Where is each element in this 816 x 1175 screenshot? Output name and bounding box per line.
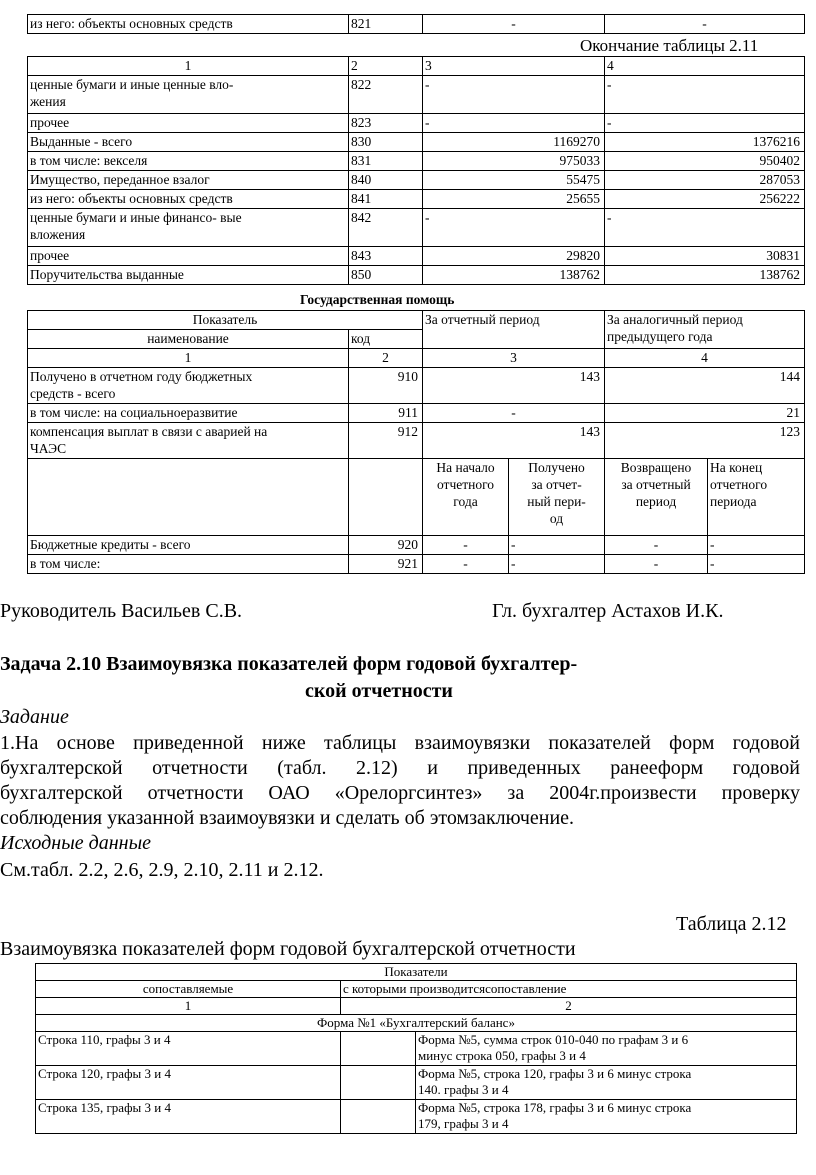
subheader-returned: Возвращено за отчетный период xyxy=(605,459,708,536)
table-row xyxy=(28,368,805,404)
table-header-row xyxy=(36,981,797,998)
row-value: 287053 xyxy=(605,171,805,190)
assignment-line: 1.На основе приведенной ниже таблицы взаимоувязки показателей форм годовой xyxy=(0,732,800,754)
row-code: 840 xyxy=(349,171,423,190)
row-code: 910 xyxy=(349,368,423,404)
header-cell: 2 xyxy=(349,57,423,76)
row-value: 950402 xyxy=(605,152,805,171)
table-row xyxy=(28,114,805,133)
row-code: 841 xyxy=(349,190,423,209)
row-code: 911 xyxy=(349,404,423,423)
table-row xyxy=(28,423,805,459)
row-label: Получено в отчетном году бюджетных средств - всего xyxy=(28,368,349,404)
source-label: Исходные данные xyxy=(0,832,152,854)
table-row xyxy=(28,15,805,34)
row-value: 21 xyxy=(605,404,805,423)
header-name: наименование xyxy=(28,330,349,349)
task-title-line-1: Задача 2.10 Взаимоувязка показателей форм годовой бухгалтер- xyxy=(0,653,578,675)
row-value: - xyxy=(423,536,509,555)
header-current-period: За отчетный период xyxy=(423,311,605,349)
empty-cell xyxy=(349,459,423,536)
row-value: 256222 xyxy=(605,190,805,209)
row-value: 1169270 xyxy=(423,133,605,152)
table-header-row xyxy=(36,964,797,981)
task-title-line-2: ской отчетности xyxy=(305,680,453,702)
row-compared-empty xyxy=(341,1032,416,1066)
row-value: - xyxy=(605,114,805,133)
row-value: - xyxy=(423,76,605,114)
row-compared-empty xyxy=(341,1100,416,1134)
table-continuation-caption: Окончание таблицы 2.11 xyxy=(580,36,759,55)
subheader-end: На конец отчетного периода xyxy=(708,459,805,536)
table-header-row xyxy=(28,311,805,330)
row-value: 29820 xyxy=(423,247,605,266)
header-cell: 4 xyxy=(605,349,805,368)
row-label: в том числе: векселя xyxy=(28,152,349,171)
row-code: 830 xyxy=(349,133,423,152)
row-compared-with: Форма №5, строка 120, графы 3 и 6 минус строка 140. графы 3 и 4 xyxy=(416,1066,797,1100)
row-label: Выданные - всего xyxy=(28,133,349,152)
row-code: 920 xyxy=(349,536,423,555)
row-compared: Строка 110, графы 3 и 4 xyxy=(36,1032,341,1066)
row-value: - xyxy=(605,536,708,555)
row-label: Бюджетные кредиты - всего xyxy=(28,536,349,555)
row-value: - xyxy=(423,555,509,574)
row-label: прочее xyxy=(28,247,349,266)
row-value: 143 xyxy=(423,368,605,404)
row-value: - xyxy=(423,209,605,247)
row-value: 143 xyxy=(423,423,605,459)
table-row xyxy=(28,133,805,152)
row-value: 55475 xyxy=(423,171,605,190)
table-row xyxy=(28,209,805,247)
table-row xyxy=(28,76,805,114)
row-label: Имущество, переданное взалог xyxy=(28,171,349,190)
table-row xyxy=(36,1100,797,1134)
row-code: 912 xyxy=(349,423,423,459)
row-value: - xyxy=(509,555,605,574)
row-code: 823 xyxy=(349,114,423,133)
subheader-start: На начало отчетного года xyxy=(423,459,509,536)
table-header-row xyxy=(28,57,805,76)
row-compared-with: Форма №5, строка 178, графы 3 и 6 минус строка 179, графы 3 и 4 xyxy=(416,1100,797,1134)
header-compared: сопоставляемые xyxy=(36,981,341,998)
table-row xyxy=(28,190,805,209)
header-cell: 2 xyxy=(349,349,423,368)
row-value: - xyxy=(423,404,605,423)
row-value: - xyxy=(708,555,805,574)
row-value: 123 xyxy=(605,423,805,459)
table-fragment-top xyxy=(27,14,805,34)
table-number-row xyxy=(28,349,805,368)
row-value: 1376216 xyxy=(605,133,805,152)
row-compared: Строка 135, графы 3 и 4 xyxy=(36,1100,341,1134)
row-label: в том числе: на социальноеразвитие xyxy=(28,404,349,423)
header-previous-period: За аналогичный период предыдущего года xyxy=(605,311,805,349)
row-code: 831 xyxy=(349,152,423,171)
subheader-received: Получено за отчет- ный пери- од xyxy=(509,459,605,536)
table-row xyxy=(28,247,805,266)
row-value: - xyxy=(708,536,805,555)
row-value: 30831 xyxy=(605,247,805,266)
signature-head: Руководитель Васильев С.В. xyxy=(0,600,243,622)
row-value: - xyxy=(605,15,805,34)
empty-cell xyxy=(28,459,349,536)
table-row xyxy=(28,171,805,190)
row-code: 921 xyxy=(349,555,423,574)
row-value: 138762 xyxy=(605,266,805,285)
row-value: - xyxy=(423,114,605,133)
table-row xyxy=(36,1032,797,1066)
row-value: - xyxy=(509,536,605,555)
table-row xyxy=(28,266,805,285)
row-compared-empty xyxy=(341,1066,416,1100)
table-row xyxy=(36,1066,797,1100)
header-cell: 1 xyxy=(28,57,349,76)
table-row xyxy=(28,555,805,574)
row-value: 138762 xyxy=(423,266,605,285)
table-2-12 xyxy=(35,963,797,1134)
row-compared-with: Форма №5, сумма строк 010-040 по графам 3 и 6 минус строка 050, графы 3 и 4 xyxy=(416,1032,797,1066)
row-value: 975033 xyxy=(423,152,605,171)
assignment-label: Задание xyxy=(0,706,69,728)
assignment-line: бухгалтерской отчетности ОАО «Орелоргсинтез» за 2004г.произвести проверку xyxy=(0,782,800,804)
row-label: ценные бумаги и иные ценные вло- жения xyxy=(28,76,349,114)
header-indicator: Показатель xyxy=(28,311,423,330)
gov-aid-title: Государственная помощь xyxy=(300,292,455,307)
row-label: прочее xyxy=(28,114,349,133)
assignment-line: соблюдения указанной взаимоувязки и сделать об этомзаключение. xyxy=(0,807,575,829)
table-2-12-title: Взаимоувязка показателей форм годовой бухгалтерской отчетности xyxy=(0,938,576,960)
row-label: ценные бумаги и иные финансо- вые вложения xyxy=(28,209,349,247)
row-value: - xyxy=(605,76,805,114)
header-indicators: Показатели xyxy=(36,964,797,981)
row-code: 850 xyxy=(349,266,423,285)
row-label: в том числе: xyxy=(28,555,349,574)
table-subheader-row xyxy=(28,459,805,536)
row-compared: Строка 120, графы 3 и 4 xyxy=(36,1066,341,1100)
header-cell: 1 xyxy=(36,998,341,1015)
table-2-12-caption: Таблица 2.12 xyxy=(676,913,787,935)
gov-aid-table xyxy=(27,310,805,574)
signature-accountant: Гл. бухгалтер Астахов И.К. xyxy=(492,600,724,622)
header-with: с которыми производитсясопоставление xyxy=(341,981,797,998)
row-value: - xyxy=(605,555,708,574)
table-2-11-end xyxy=(27,56,805,285)
row-value: - xyxy=(423,15,605,34)
header-cell: 4 xyxy=(605,57,805,76)
header-cell: 3 xyxy=(423,57,605,76)
row-value: - xyxy=(605,209,805,247)
row-label: из него: объекты основных средств xyxy=(28,15,349,34)
table-row xyxy=(28,536,805,555)
row-code: 843 xyxy=(349,247,423,266)
table-number-row xyxy=(36,998,797,1015)
assignment-line: бухгалтерской отчетности (табл. 2.12) и приведенных ранееформ годовой xyxy=(0,757,800,779)
table-row xyxy=(28,404,805,423)
row-code: 842 xyxy=(349,209,423,247)
row-label: из него: объекты основных средств xyxy=(28,190,349,209)
row-value: 144 xyxy=(605,368,805,404)
table-section-row xyxy=(36,1015,797,1032)
header-cell: 3 xyxy=(423,349,605,368)
row-value: 25655 xyxy=(423,190,605,209)
header-code: код xyxy=(349,330,423,349)
header-cell: 1 xyxy=(28,349,349,368)
row-code: 822 xyxy=(349,76,423,114)
row-label: Поручительства выданные xyxy=(28,266,349,285)
form-title: Форма №1 «Бухгалтерский баланс» xyxy=(36,1015,797,1032)
row-label: компенсация выплат в связи с аварией на ЧАЭС xyxy=(28,423,349,459)
header-cell: 2 xyxy=(341,998,797,1015)
row-code: 821 xyxy=(349,15,423,34)
table-row xyxy=(28,152,805,171)
source-text: См.табл. 2.2, 2.6, 2.9, 2.10, 2.11 и 2.12. xyxy=(0,859,324,881)
assignment-text xyxy=(0,731,800,831)
